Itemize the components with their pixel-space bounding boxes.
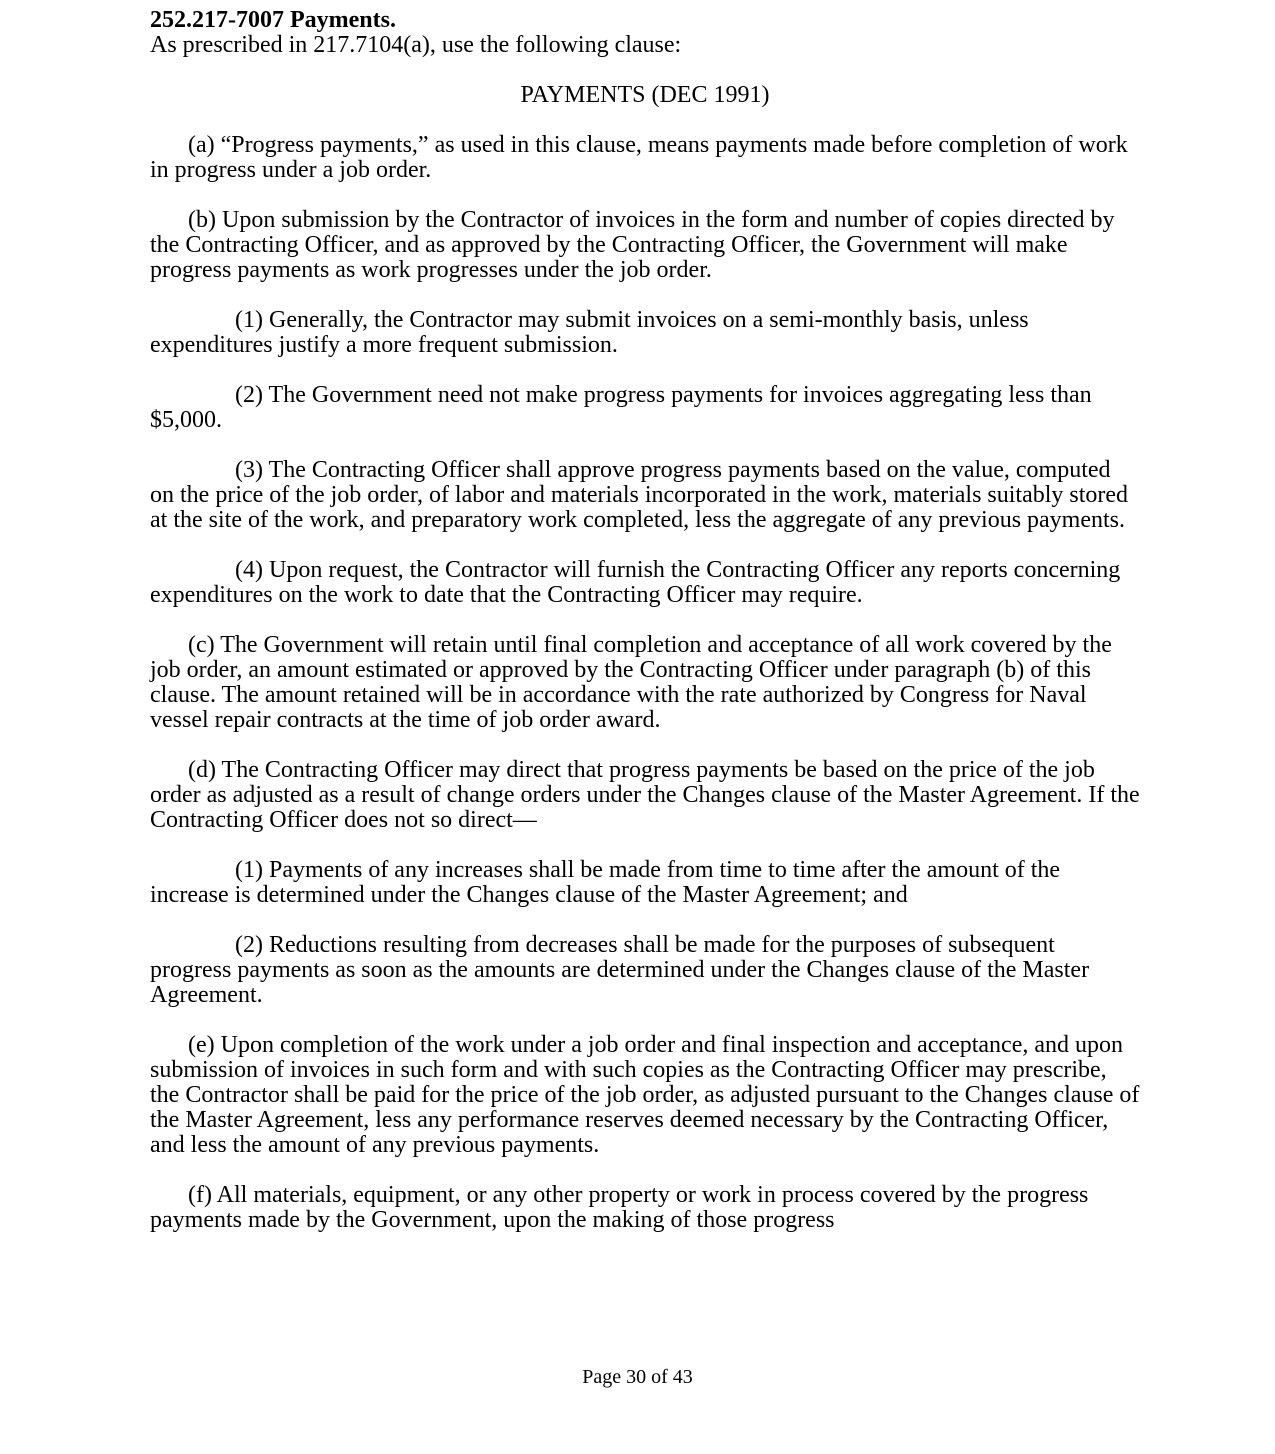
paragraph-b-3: (3) The Contracting Officer shall approve progress payments based on the value, computed on the price of the job order, of labor and materials incorporated in the work, materials suitably stored at the site of the work, and preparatory work completed, less the aggregate of any previous payments. (150, 457, 1129, 533)
paragraph-d-1: (1) Payments of any increases shall be made from time to time after the amount of the increase is determined under the Changes clause of the Master Agreement; and (150, 857, 1061, 908)
paragraph-c: (c) The Government will retain until final completion and acceptance of all work covered by the job order, an amount estimated or approved by the Contracting Officer under paragraph (b) of this clause. The amount retained will be in accordance with the rate authorized by Congress for Naval vessel repair contracts at the time of job order award. (150, 632, 1112, 733)
paragraph-e: (e) Upon completion of the work under a job order and final inspection and acceptance, and upon submission of invoices in such form and with such copies as the Contracting Officer may prescribe, the Contractor shall be paid for the price of the job order, as adjusted pursuant to the Changes clause of the Master Agreement, less any performance reserves deemed necessary by the Contracting Officer, and less the amount of any previous payments. (150, 1032, 1140, 1158)
paragraph-a: (a) “Progress payments,” as used in this clause, means payments made before completion of work in progress under a job order. (150, 132, 1128, 183)
paragraph-f: (f) All materials, equipment, or any other property or work in process covered by the progress payments made by the Government, upon the making of those progress (150, 1182, 1089, 1233)
paragraph-b: (b) Upon submission by the Contractor of invoices in the form and number of copies directed by the Contracting Officer, and as approved by the Contracting Officer, the Government will make progress payments as work progresses under the job order. (150, 207, 1115, 283)
clause-title: PAYMENTS (DEC 1991) (520, 82, 770, 108)
document-page (150, 8, 1140, 1233)
page-number: Page 30 of 43 (582, 1366, 693, 1388)
section-intro: As prescribed in 217.7104(a), use the following clause: (150, 32, 682, 58)
paragraph-b-1: (1) Generally, the Contractor may submit invoices on a semi-monthly basis, unless expenditures justify a more frequent submission. (150, 307, 1029, 358)
paragraph-d: (d) The Contracting Officer may direct that progress payments be based on the price of the job order as adjusted as a result of change orders under the Changes clause of the Master Agreement. If the Contracting Officer does not so direct— (150, 757, 1140, 833)
section-heading: 252.217-7007 Payments. (150, 7, 396, 33)
paragraph-b-2: (2) The Government need not make progress payments for invoices aggregating less than $5,000. (150, 382, 1092, 433)
paragraph-b-4: (4) Upon request, the Contractor will furnish the Contracting Officer any reports concerning expenditures on the work to date that the Contracting Officer may require. (150, 557, 1121, 608)
paragraph-d-2: (2) Reductions resulting from decreases shall be made for the purposes of subsequent progress payments as soon as the amounts are determined under the Changes clause of the Master Agreement. (150, 932, 1090, 1008)
